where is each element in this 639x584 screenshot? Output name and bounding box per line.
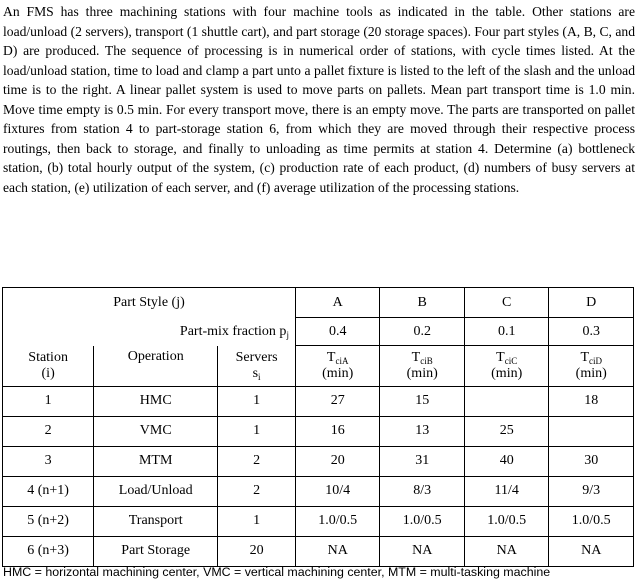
- time-cell: NA: [549, 536, 634, 566]
- part-mix-value: 0.2: [380, 318, 465, 346]
- operation-cell: Load/Unload: [94, 476, 218, 506]
- problem-statement: An FMS has three machining stations with four machine tools as indicated in the table. Other stations are load/unload (2 servers), transport (1 shuttle cart), and part storage (20 storage spaces). Four part styles (A, B, C, and D) are produced. The sequence of processing is in numerical order of stations, with cycle times listed. At the load/unload station, time to load and clamp a part unto a pallet fixture is listed to the left of the slash and the unload time is to the right. A linear pallet system is used to move parts on pallets. Mean part transport time is 1.0 min. Move time empty is 0.5 min. For every transport move, there is an empty move. The parts are transported on pallet fixtures from station 4 to part-storage station 6, from which they are moved through their respective process routings, then back to storage, and finally to unloading as time permits at station 4. Determine (a) bottleneck station, (b) total hourly output of the system, (c) production rate of each product, (d) numbers of busy servers at each station, (e) utilization of each server, and (f) average utilization of the processing stations.: [3, 4, 635, 195]
- table-row: [3, 506, 634, 536]
- fms-data-table: [2, 287, 634, 567]
- time-cell: 11/4: [464, 476, 549, 506]
- cycle-time-header: $T_{ciB}$ (min): [380, 346, 465, 387]
- time-cell: 10/4: [295, 476, 380, 506]
- part-name-cell: D: [549, 288, 634, 318]
- servers-cell: 2: [218, 446, 296, 476]
- cycle-time-header: $T_{ciA}$ (min): [295, 346, 380, 387]
- cycle-time-header: $T_{ciC}$ (min): [464, 346, 549, 387]
- part-name-cell: C: [464, 288, 549, 318]
- station-cell: 5 (n+2): [3, 506, 94, 536]
- abbreviation-footnote: HMC = horizontal machining center, VMC = vertical machining center, MTM = multi-tasking machine: [3, 565, 551, 579]
- station-cell: 2: [3, 416, 94, 446]
- station-cell: 6 (n+3): [3, 536, 94, 566]
- time-cell: 15: [380, 386, 465, 416]
- time-cell: [549, 416, 634, 446]
- operation-cell: VMC: [94, 416, 218, 446]
- time-cell: 40: [464, 446, 549, 476]
- time-cell: 31: [380, 446, 465, 476]
- time-cell: 1.0/0.5: [464, 506, 549, 536]
- table-row: [3, 536, 634, 566]
- time-cell: NA: [380, 536, 465, 566]
- table-row: [3, 476, 634, 506]
- time-cell: 8/3: [380, 476, 465, 506]
- time-cell: 30: [549, 446, 634, 476]
- operation-header: Operation: [94, 346, 218, 387]
- time-cell: 1.0/0.5: [380, 506, 465, 536]
- time-cell: 27: [295, 386, 380, 416]
- servers-cell: 20: [218, 536, 296, 566]
- operation-cell: Transport: [94, 506, 218, 536]
- operation-cell: Part Storage: [94, 536, 218, 566]
- station-cell: 3: [3, 446, 94, 476]
- table-row: [3, 386, 634, 416]
- servers-cell: 1: [218, 416, 296, 446]
- table-row: [3, 416, 634, 446]
- time-cell: 9/3: [549, 476, 634, 506]
- part-mix-value: 0.1: [464, 318, 549, 346]
- part-name-cell: A: [295, 288, 380, 318]
- table-row: [3, 446, 634, 476]
- servers-cell: 1: [218, 506, 296, 536]
- column-header-row: [3, 346, 634, 387]
- time-cell: 25: [464, 416, 549, 446]
- time-cell: 13: [380, 416, 465, 446]
- time-cell: 20: [295, 446, 380, 476]
- part-mix-row: [3, 318, 634, 346]
- station-header: Station (i): [3, 346, 94, 387]
- part-mix-header: Part-mix fraction $p_j$: [3, 318, 296, 346]
- part-mix-value: 0.4: [295, 318, 380, 346]
- operation-cell: MTM: [94, 446, 218, 476]
- servers-cell: 1: [218, 386, 296, 416]
- time-cell: 1.0/0.5: [295, 506, 380, 536]
- time-cell: NA: [295, 536, 380, 566]
- part-style-row: [3, 288, 634, 318]
- time-cell: [464, 386, 549, 416]
- part-name-cell: B: [380, 288, 465, 318]
- time-cell: NA: [464, 536, 549, 566]
- time-cell: 16: [295, 416, 380, 446]
- time-cell: 1.0/0.5: [549, 506, 634, 536]
- part-style-header: Part Style (j): [3, 288, 296, 318]
- station-cell: 4 (n+1): [3, 476, 94, 506]
- cycle-time-header: $T_{ciD}$ (min): [549, 346, 634, 387]
- time-cell: 18: [549, 386, 634, 416]
- part-mix-value: 0.3: [549, 318, 634, 346]
- servers-cell: 2: [218, 476, 296, 506]
- operation-cell: HMC: [94, 386, 218, 416]
- servers-header: Servers $s_i$: [218, 346, 296, 387]
- station-cell: 1: [3, 386, 94, 416]
